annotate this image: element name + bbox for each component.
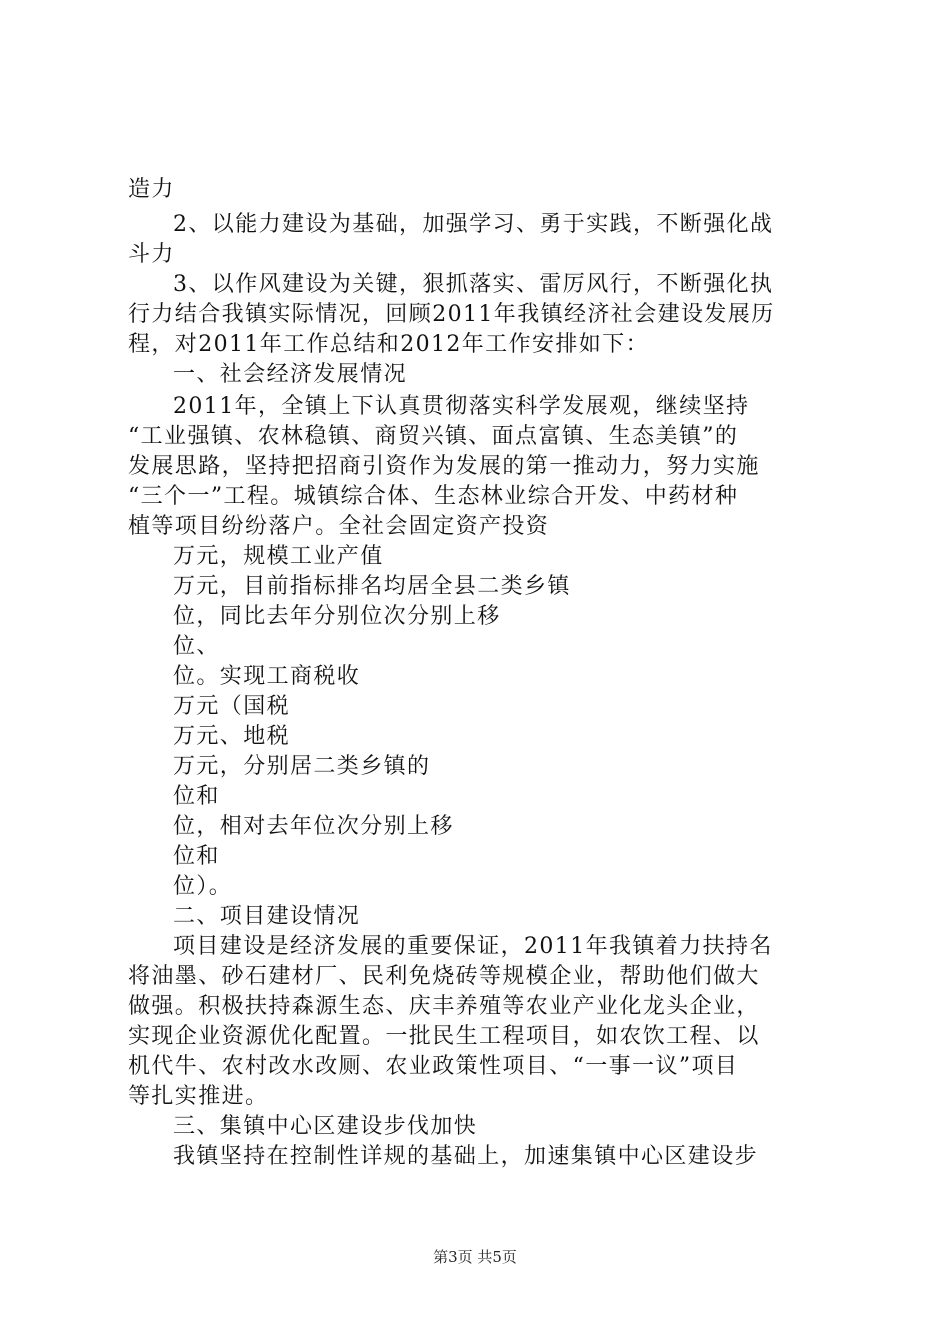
text-line: 植等项目纷纷落户。全社会固定资产投资 xyxy=(128,514,550,539)
text-line: “三个一”工程。城镇综合体、生态林业综合开发、中药材种 xyxy=(128,484,739,509)
text-line: 万元，规模工业产值 xyxy=(173,544,384,569)
section-heading: 二、项目建设情况 xyxy=(173,904,361,929)
text-line: 程，对2011年工作总结和2012年工作安排如下： xyxy=(128,332,649,357)
text-line: 项目建设是经济发展的重要保证，2011年我镇着力扶持名 xyxy=(173,934,773,959)
text-line: 实现企业资源优化配置。一批民生工程项目，如农饮工程、以 xyxy=(128,1024,760,1049)
text-line: 万元（国税 xyxy=(173,694,291,719)
text-line: 3、以作风建设为关键，狠抓落实、雷厉风行，不断强化执 xyxy=(173,272,774,297)
text-line: 位和 xyxy=(173,844,220,869)
text-line: 机代牛、农村改水改厕、农业政策性项目、“一事一议”项目 xyxy=(128,1054,739,1079)
text-line: 位。实现工商税收 xyxy=(173,664,361,689)
page-footer: 第3页 共5页 xyxy=(433,1248,517,1266)
text-line: 位和 xyxy=(173,784,220,809)
text-line: 造力 xyxy=(128,177,175,202)
text-line: 将油墨、砂石建材厂、民利免烧砖等规模企业，帮助他们做大 xyxy=(128,964,760,989)
text-line: 2、以能力建设为基础，加强学习、勇于实践，不断强化战 xyxy=(173,212,774,237)
text-line: 2011年，全镇上下认真贯彻落实科学发展观，继续坚持 xyxy=(173,394,750,419)
text-line: “工业强镇、农林稳镇、商贸兴镇、面点富镇、生态美镇”的 xyxy=(128,424,739,449)
text-line: 斗力 xyxy=(128,242,175,267)
text-line: 位）。 xyxy=(173,874,233,899)
text-line: 行力结合我镇实际情况，回顾2011年我镇经济社会建设发展历 xyxy=(128,302,775,327)
text-line: 万元，目前指标排名均居全县二类乡镇 xyxy=(173,574,571,599)
section-heading: 一、社会经济发展情况 xyxy=(173,362,408,387)
text-line: 位，相对去年位次分别上移 xyxy=(173,814,454,839)
section-heading: 三、集镇中心区建设步伐加快 xyxy=(173,1114,478,1139)
text-line: 位，同比去年分别位次分别上移 xyxy=(173,604,501,629)
text-line: 做强。积极扶持森源生态、庆丰养殖等农业产业化龙头企业， xyxy=(128,994,760,1019)
text-line: 我镇坚持在控制性详规的基础上，加速集镇中心区建设步 xyxy=(173,1144,759,1169)
text-line: 等扎实推进。 xyxy=(128,1084,269,1109)
text-line: 万元、地税 xyxy=(173,724,291,749)
text-line: 万元，分别居二类乡镇的 xyxy=(173,754,431,779)
text-line: 位、 xyxy=(173,634,220,659)
text-line: 发展思路，坚持把招商引资作为发展的第一推动力，努力实施 xyxy=(128,454,760,479)
